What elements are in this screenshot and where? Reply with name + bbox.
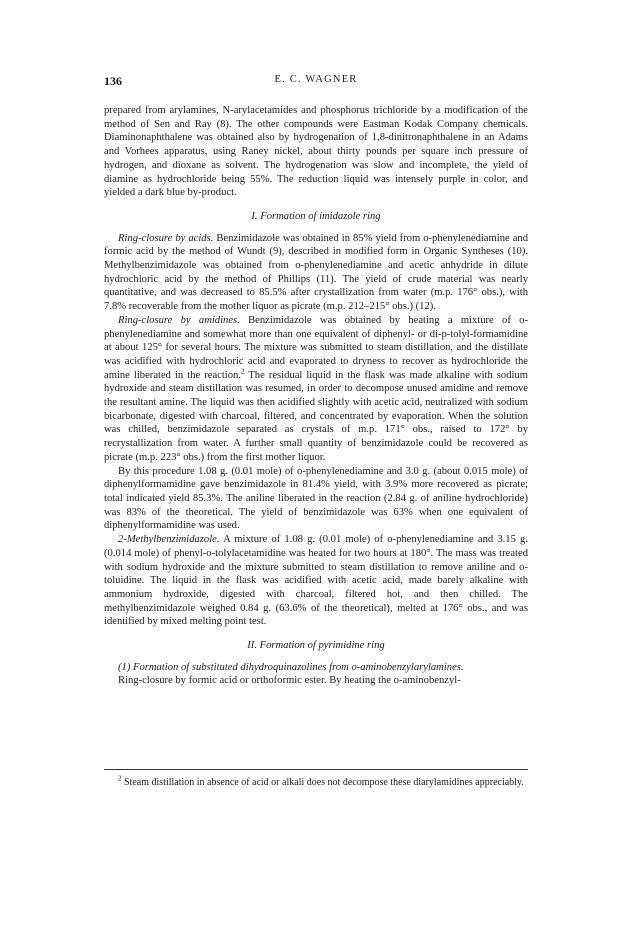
runin-heading-acids: Ring-closure by acids. bbox=[118, 232, 214, 244]
paragraph-amidines-text-a: Benzimidazole was obtained by heating a mixture of o-phenylenediamine and somewhat more than one equivalent of diphenyl- or di-p-tolyl-formamidine at about 125° for several hours. The mixture was submitted to steam distillation, and the distillate was acidified with hydrochloric acid and evaporated to dryness to recover as hydrochloride the amine liberated in the reaction. bbox=[104, 314, 528, 381]
section-heading-imidazole: I. Formation of imidazole ring bbox=[251, 210, 381, 222]
paragraph-acids-text: Benzimidazole was obtained in 85% yield from o-phenylenediamine and formic acid by the method of Wundt (9), described in modified form in Organic Syntheses (10). Methylbenzimidazole was obtained from o-phenylenediamine and acetic anhydride in dilute hydrochloric acid by the method of Phillips (11). The yield of crude material was nearly quantitative, and was decreased to 85.5% after crystallization from water (m.p. 176° obs.), with 7.8% recoverable from the mother liquor as picrate (m.p. 212–215° obs.) (12). bbox=[104, 232, 528, 313]
footnote-text: Steam distillation in absence of acid or alkali does not decompose these diarylamidines appreciably. bbox=[121, 777, 524, 788]
subsection-heading-dihydroquinazolines: (1) Formation of substituted dihydroquinazolines from o-aminobenzylarylamines. bbox=[118, 661, 464, 673]
paragraph-procedure: By this procedure 1.08 g. (0.01 mole) of o-phenylenediamine and 3.0 g. (about 0.015 mole) of diphenylformamidine gave benzimidazole in 81.4% yield, with 3.9% more recovered as picrate; total indicated yield 85.3%. The aniline liberated in the reaction (2.84 g. of aniline hydrochloride) was 83% of the theoretical. The yield of benzimidazole was 63% when one equivalent of diphenylformamidine was used. bbox=[104, 465, 528, 532]
paragraph-intro: prepared from arylamines, N-arylacetamides and phosphorus trichloride by a modification of the method of Sen and Ray (8). The other compounds were Eastman Kodak Company chemicals. Diaminonaphthalene was obtained also by hydrogenation of 1,8-dinitronaphthalene in an Adams and Vorhees apparatus, using Raney nickel, about thirty pounds per square inch pressure of hydrogen, and dioxane as solvent. The hydrogenation was slow and incomplete, the yield of diamine as hydrochloride being 55%. The reduction liquid was intensely purple in color, and yielded a dark blue by-product. bbox=[104, 105, 528, 199]
footnote-marker: 2 bbox=[118, 774, 122, 783]
footnote-reference: 2 bbox=[240, 367, 245, 376]
page-number: 136 bbox=[104, 74, 122, 88]
footnote-divider bbox=[104, 769, 528, 770]
paragraph-methylbenzimidazole bbox=[104, 533, 528, 629]
section-heading-pyrimidine: II. Formation of pyrimidine ring bbox=[247, 640, 385, 652]
paragraph-amidines-text-b: The residual liquid in the flask was made alkaline with sodium hydroxide and steam distillation was resumed, in order to decompose unused amidine and remove the resultant amine. The liquid was then acidified slightly with acetic acid, neutralized with sodium bicarbonate, digested with charcoal, filtered, and concentrated by evaporation. When the solution was chilled, benzimidazole separated as crystals of m.p. 171° obs., raised to 172° by recrystallization from water. A further small quantity of benzimidazole could be recovered as picrate (m.p. 223° obs.) from the first mother liquor. bbox=[104, 369, 529, 463]
footnote bbox=[104, 776, 528, 789]
running-head: E. C. WAGNER bbox=[274, 74, 358, 85]
body-text bbox=[104, 104, 528, 688]
page-header bbox=[104, 74, 528, 90]
runin-heading-amidines: Ring-closure by amidines. bbox=[118, 314, 240, 326]
paragraph-methylbenzimidazole-text: A mixture of 1.08 g. (0.01 mole) of o-phenylenediamine and 3.15 g. (0.014 mole) of phenyl-o-tolylacetamidine was heated for two hours at 180°. The mass was treated with sodium hydroxide and the mixture submitted to steam distillation to remove aniline and o-toluidine. The liquid in the flask was acidified with acetic acid, made barely alkaline with ammonium hydroxide, digested with charcoal, filtered hot, and then chilled. The methylbenzimidazole weighed 0.84 g. (63.6% of the theoretical), melted at 176° obs., and was identified by mixed melting point test. bbox=[104, 534, 528, 628]
runin-heading-methylbenzimidazole: 2-Methylbenzimidazole. bbox=[118, 534, 220, 546]
paragraph-acids bbox=[104, 232, 528, 314]
paragraph-ring-closure-formic: Ring-closure by formic acid or orthoformic ester. By heating the o-aminobenzyl- bbox=[118, 675, 461, 687]
paragraph-amidines bbox=[104, 314, 528, 465]
